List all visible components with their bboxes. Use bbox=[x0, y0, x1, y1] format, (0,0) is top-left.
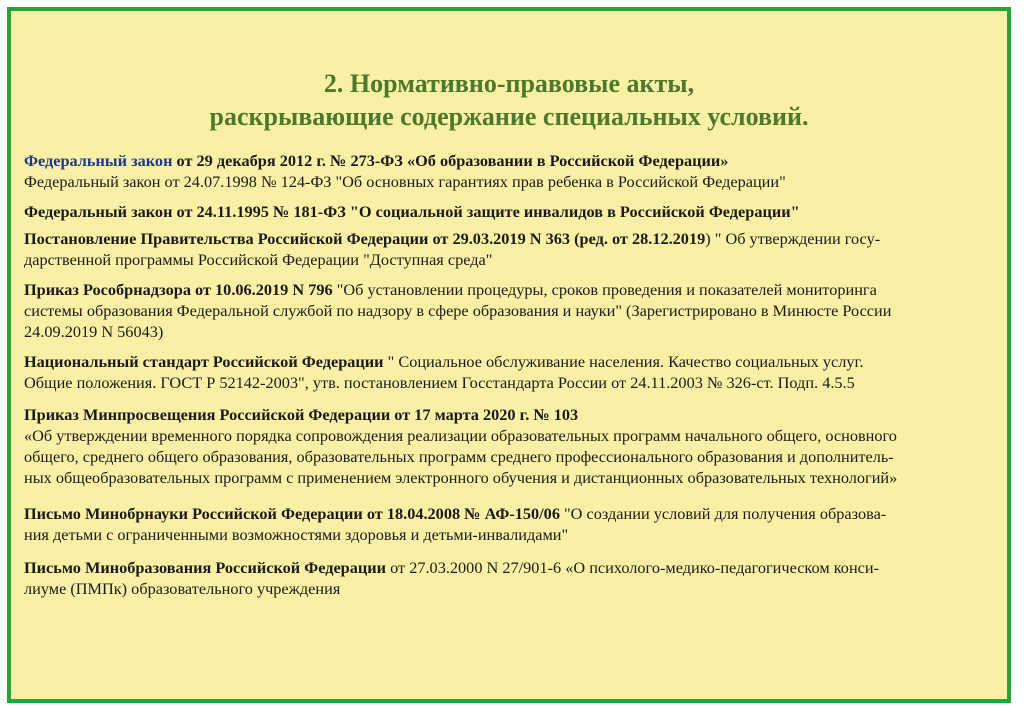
act-text: дарственной программы Российской Федерации "Доступная среда" bbox=[24, 250, 493, 269]
act-title: Приказ Минпросвещения Российской Федерации от 17 марта 2020 г. № 103 bbox=[24, 405, 579, 424]
act-line bbox=[24, 351, 1006, 372]
act-text: общего, среднего общего образования, образовательных программ среднего профессионального образования и дополнитель- bbox=[24, 447, 894, 466]
act-item-gost bbox=[24, 351, 1006, 393]
act-text: 24.09.2019 N 56043) bbox=[24, 322, 164, 341]
act-text: от 27.03.2000 N 27/901-6 «О психолого-медико-педагогическом конси- bbox=[386, 558, 880, 577]
act-line bbox=[24, 228, 1006, 249]
title-line-2: раскрывающие содержание специальных условий. bbox=[209, 102, 809, 131]
act-item-resolution-363 bbox=[24, 228, 1006, 270]
act-title: Приказ Рособрнадзора от 10.06.2019 N 796 bbox=[24, 280, 333, 299]
act-text: "О создании условий для получения образова- bbox=[559, 504, 887, 523]
act-item-law-273 bbox=[24, 150, 1006, 192]
act-text: "Об установлении процедуры, сроков проведения и показателей мониторинга bbox=[332, 280, 877, 299]
act-text: " Социальное обслуживание населения. Качество социальных услуг. bbox=[383, 352, 864, 371]
act-item-letter-27-901 bbox=[24, 557, 1006, 599]
act-text: ных общеобразовательных программ с применением электронного обучения и дистанционных образовательных технологий» bbox=[24, 468, 898, 487]
act-line bbox=[24, 503, 1006, 524]
act-text: лиуме (ПМПк) образовательного учреждения bbox=[24, 579, 341, 598]
act-text: ния детьми с ограниченными возможностями здоровья и детьми-инвалидами" bbox=[24, 525, 569, 544]
title-line-1: 2. Нормативно-правовые акты, bbox=[323, 69, 695, 98]
act-line bbox=[24, 279, 1006, 300]
slide bbox=[7, 7, 1011, 703]
act-text: «Об утверждении временного порядка сопровождения реализации образовательных программ начального общего, основного bbox=[24, 426, 897, 445]
act-item-order-796 bbox=[24, 279, 1006, 342]
act-line bbox=[24, 557, 1006, 578]
act-item-law-181 bbox=[24, 201, 1006, 222]
act-item-order-103 bbox=[24, 404, 1006, 488]
act-title: Постановление Правительства Российской Федерации от 29.03.2019 N 363 (ред. от 28.12.2019 bbox=[24, 229, 706, 248]
act-text: ) " Об утверждении госу- bbox=[705, 229, 881, 248]
act-title: Национальный стандарт Российской Федерации bbox=[24, 352, 384, 371]
page-title bbox=[11, 67, 1007, 133]
act-item-letter-af150 bbox=[24, 503, 1006, 545]
act-title: от 29 декабря 2012 г. № 273-ФЗ «Об образовании в Российской Федерации» bbox=[172, 151, 729, 170]
federal-law-link[interactable]: Федеральный закон bbox=[24, 151, 173, 170]
act-text: системы образования Федеральной службой по надзору в сфере образования и науки" (Зарегистрировано в Минюсте России bbox=[24, 301, 892, 320]
act-text: Федеральный закон от 24.07.1998 № 124-ФЗ "Об основных гарантиях прав ребенка в Российской Федерации" bbox=[24, 172, 786, 191]
act-title: Федеральный закон от 24.11.1995 № 181-ФЗ "О социальной защите инвалидов в Российской Федерации" bbox=[24, 202, 800, 221]
act-title: Письмо Минобразования Российской Федерации bbox=[24, 558, 387, 577]
act-title: Письмо Минобрнауки Российской Федерации от 18.04.2008 № АФ-150/06 bbox=[24, 504, 560, 523]
acts-list bbox=[24, 150, 1006, 599]
act-line bbox=[24, 150, 1006, 171]
act-text: Общие положения. ГОСТ Р 52142-2003", утв. постановлением Госстандарта России от 24.11.2003 № 326-ст. Подп. 4.5.5 bbox=[24, 373, 855, 392]
